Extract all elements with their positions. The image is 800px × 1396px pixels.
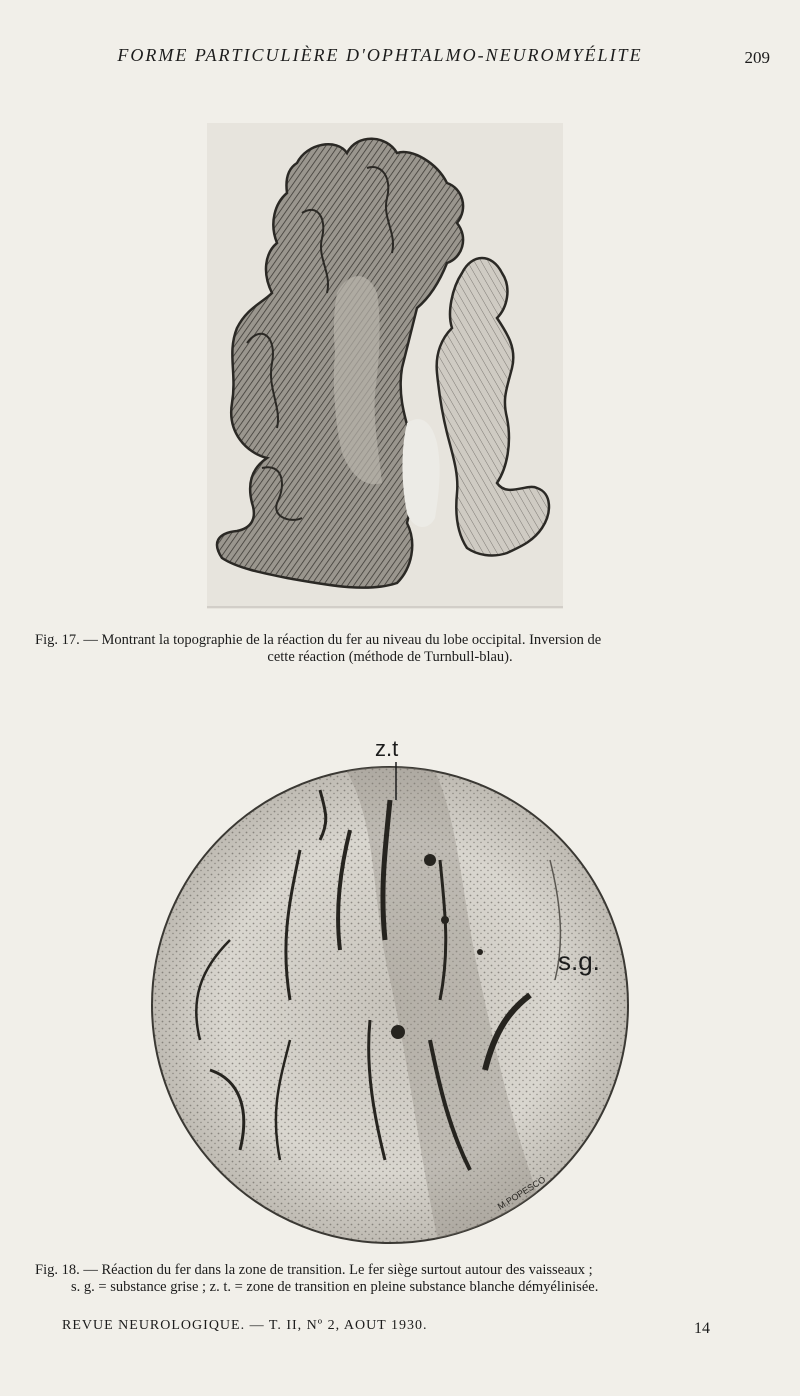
figure-18-caption-line2: s. g. = substance grise ; z. t. = zone de transition en pleine substance blanche démyélinisée.: [71, 1279, 599, 1295]
figure-18-zt-label: z.t: [375, 740, 399, 761]
figure-17-caption: [35, 632, 745, 666]
figure-18-micrograph: [140, 740, 640, 1250]
figure-17-illustration: [207, 123, 563, 609]
figure-18-label: Fig. 18.: [35, 1262, 80, 1278]
figure-17-label: Fig. 17.: [35, 632, 80, 648]
page-number: 209: [744, 48, 770, 67]
figure-18-artist-signature: M.POPESCO: [495, 1174, 548, 1212]
figure-17-caption-line2: cette réaction (méthode de Turnbull-blau).: [267, 649, 513, 665]
figure-18-caption: [35, 1262, 745, 1296]
figure-17-caption-line1: — Montrant la topographie de la réaction du fer au niveau du lobe occipital. Inversion de: [83, 632, 602, 648]
journal-footer: REVUE NEUROLOGIQUE. — T. II, Nº 2, AOUT 1930.: [62, 1318, 428, 1333]
signature-mark: 14: [694, 1320, 710, 1337]
figure-18-caption-line1: — Réaction du fer dans la zone de transition. Le fer siège surtout autour des vaisseaux ;: [83, 1262, 593, 1278]
running-title: FORME PARTICULIÈRE D'OPHTALMO-NEUROMYÉLITE: [117, 45, 643, 65]
figure-18-sg-label: s.g.: [558, 946, 600, 976]
